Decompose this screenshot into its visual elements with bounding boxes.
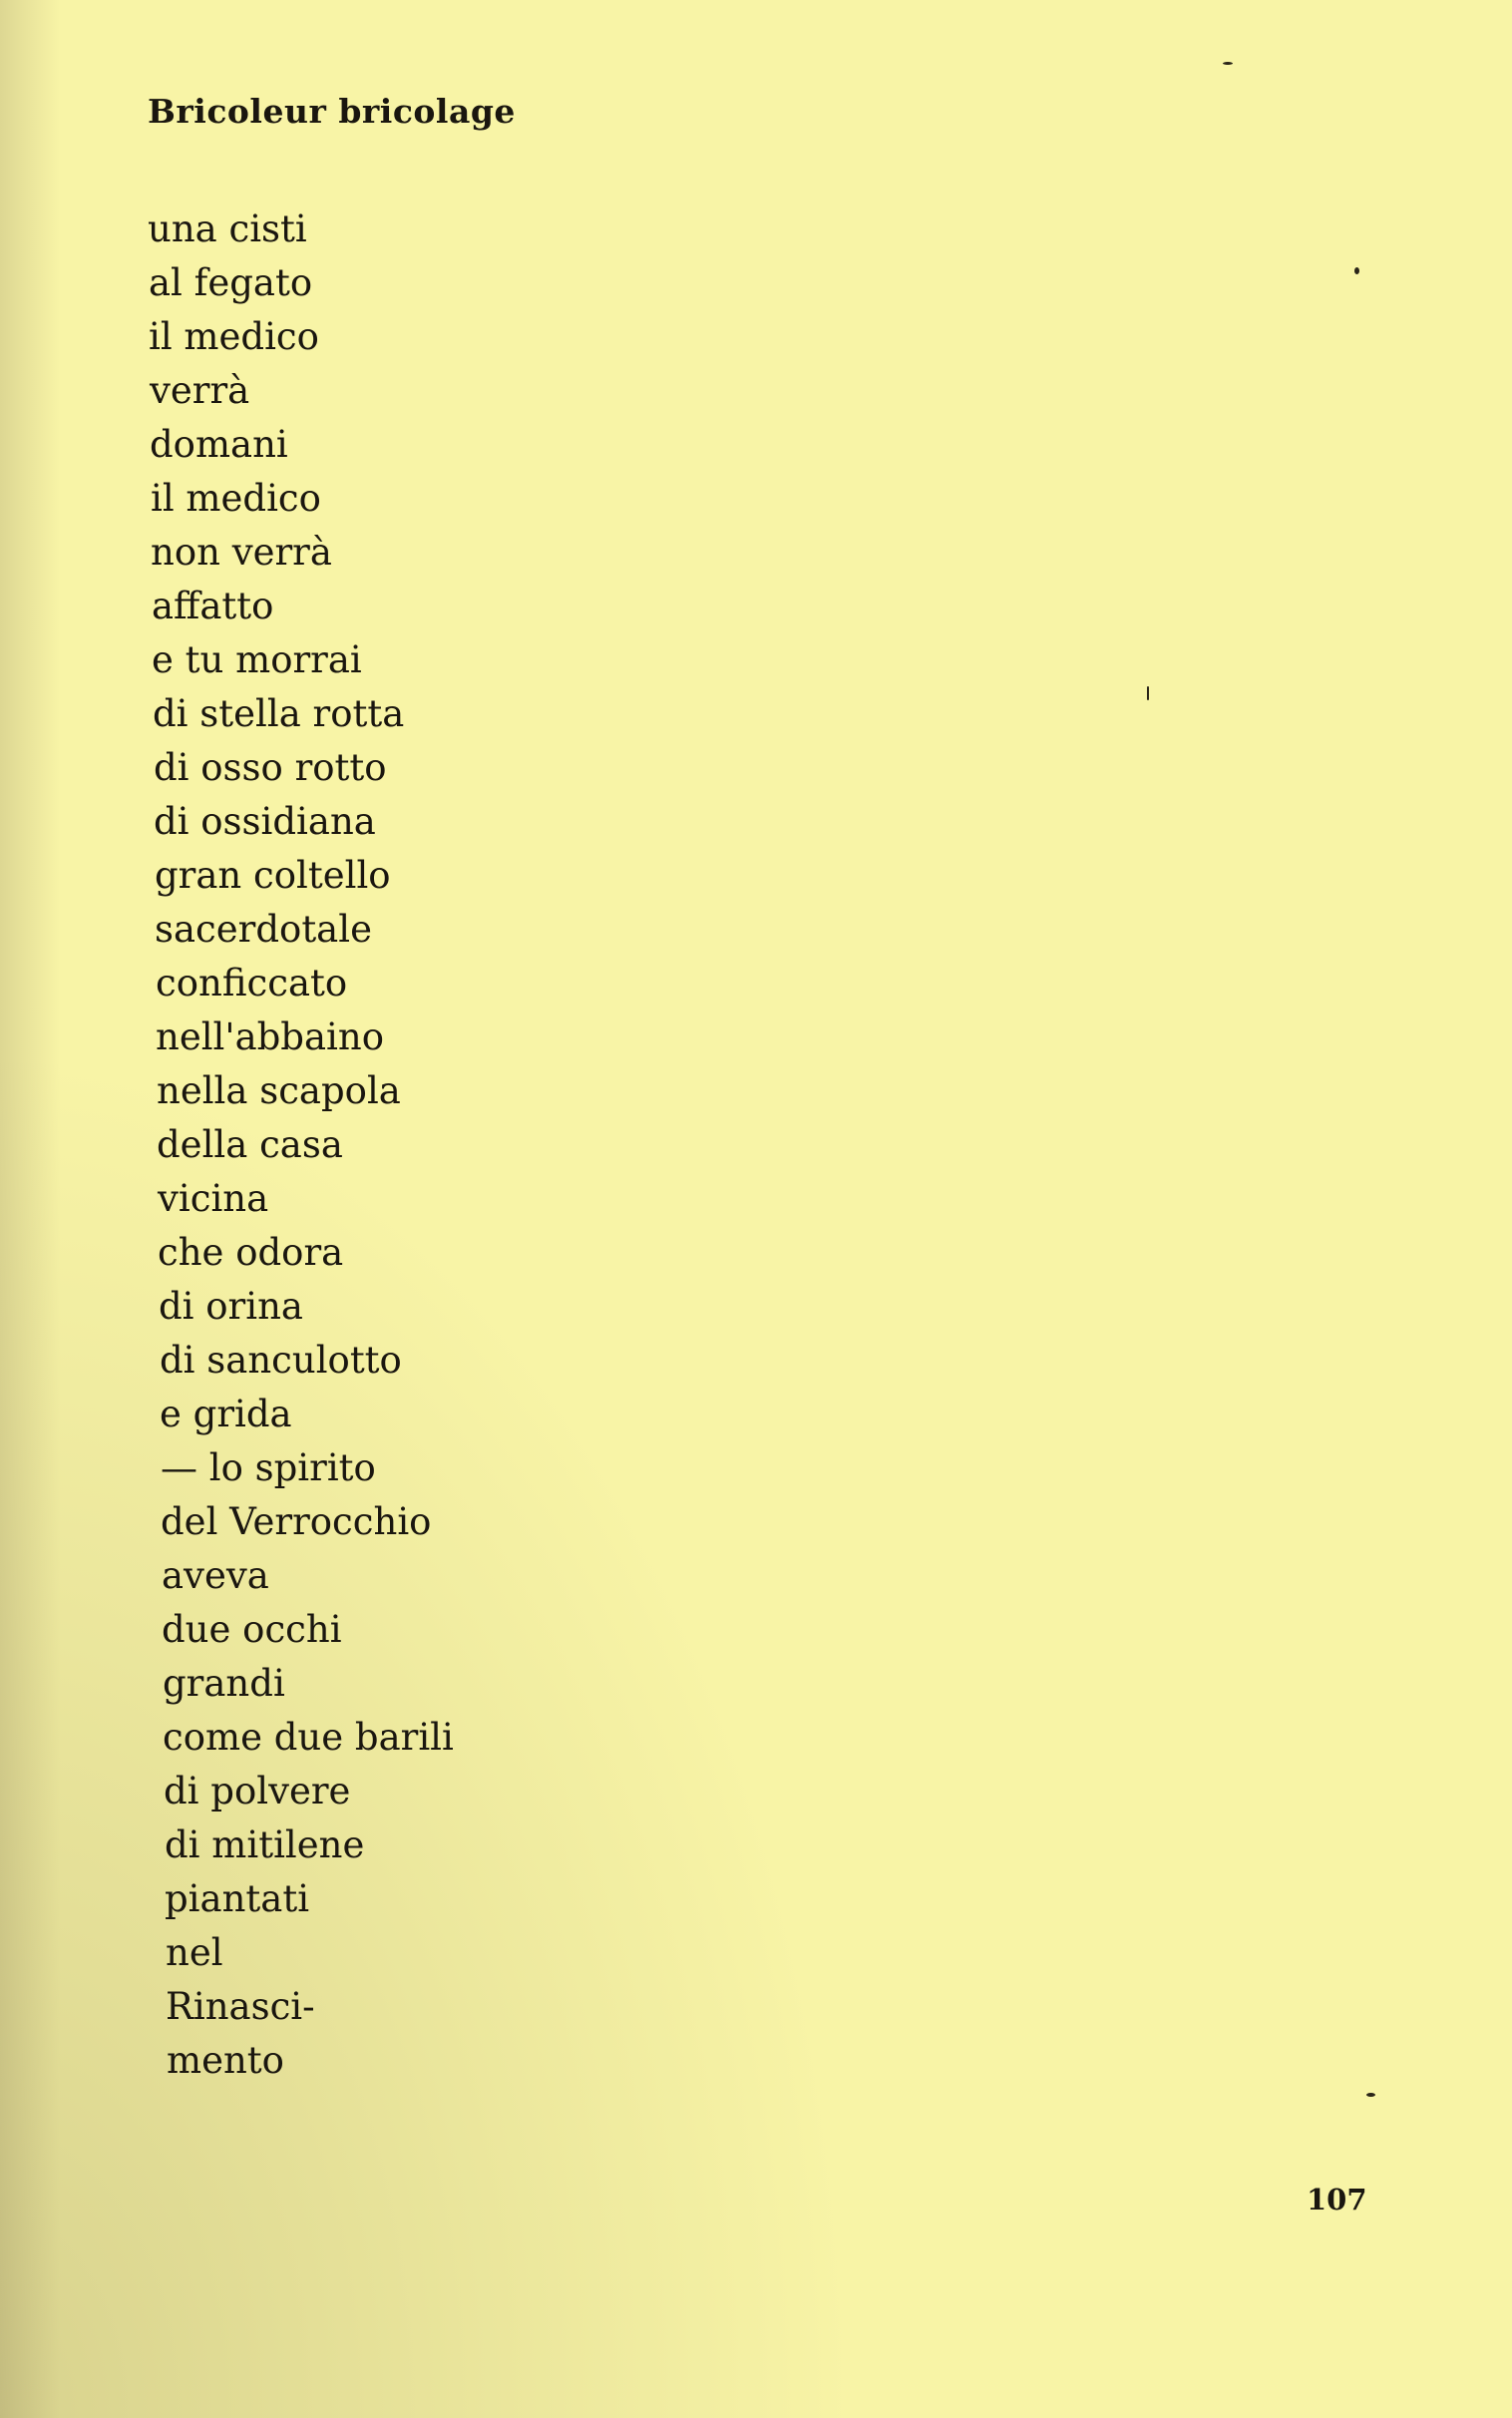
poem-line: — lo spirito	[161, 1446, 376, 1489]
page-number: 107	[1307, 2183, 1367, 2216]
poem-line: del Verrocchio	[161, 1500, 432, 1543]
poem-line: mento	[167, 2039, 284, 2082]
poem-line: e tu morrai	[152, 638, 362, 681]
ink-speck	[1223, 62, 1233, 65]
poem-line: non verrà	[151, 531, 332, 574]
poem-line: piantati	[165, 1877, 310, 1920]
poem-line: di osso rotto	[154, 746, 387, 789]
poem-line: nell'abbaino	[156, 1015, 384, 1058]
poem-line: due occhi	[162, 1608, 342, 1651]
poem-text	[0, 202, 454, 2088]
poem-line: gran coltello	[155, 854, 391, 897]
poem-line: che odora	[158, 1231, 344, 1274]
poem-line: di orina	[159, 1285, 303, 1328]
poem-line: al fegato	[149, 261, 313, 304]
poem-line: aveva	[162, 1554, 269, 1597]
poem-line: di mitilene	[165, 1823, 365, 1866]
poem-line: di stella rotta	[153, 692, 405, 735]
ink-speck	[1354, 267, 1359, 274]
poem-line: di sanculotto	[160, 1339, 402, 1382]
poem-line: il medico	[151, 477, 321, 520]
poem-line: una cisti	[148, 207, 307, 250]
poem-line: nella scapola	[157, 1069, 401, 1112]
poem-line: sacerdotale	[155, 908, 372, 951]
poem-line: verrà	[150, 369, 250, 412]
poem-line: come due barili	[163, 1716, 454, 1759]
poem-line: il medico	[149, 315, 319, 358]
poem-line: di polvere	[164, 1770, 351, 1813]
running-head: Bricoleur bricolage	[148, 92, 516, 131]
ink-speck	[1147, 686, 1149, 700]
poem-line: della casa	[157, 1123, 343, 1166]
poem-line: domani	[150, 423, 288, 466]
poem-line: Rinasci-	[166, 1985, 315, 2028]
poem-line: vicina	[158, 1177, 269, 1220]
poem-line: di ossidiana	[154, 800, 376, 843]
poem-line: e grida	[160, 1393, 292, 1435]
poem-line: affatto	[152, 585, 274, 627]
ink-speck	[1366, 2093, 1375, 2097]
poem-line: nel	[166, 1931, 223, 1974]
poem-line: conficcato	[156, 962, 348, 1005]
poem-line: grandi	[163, 1662, 285, 1705]
